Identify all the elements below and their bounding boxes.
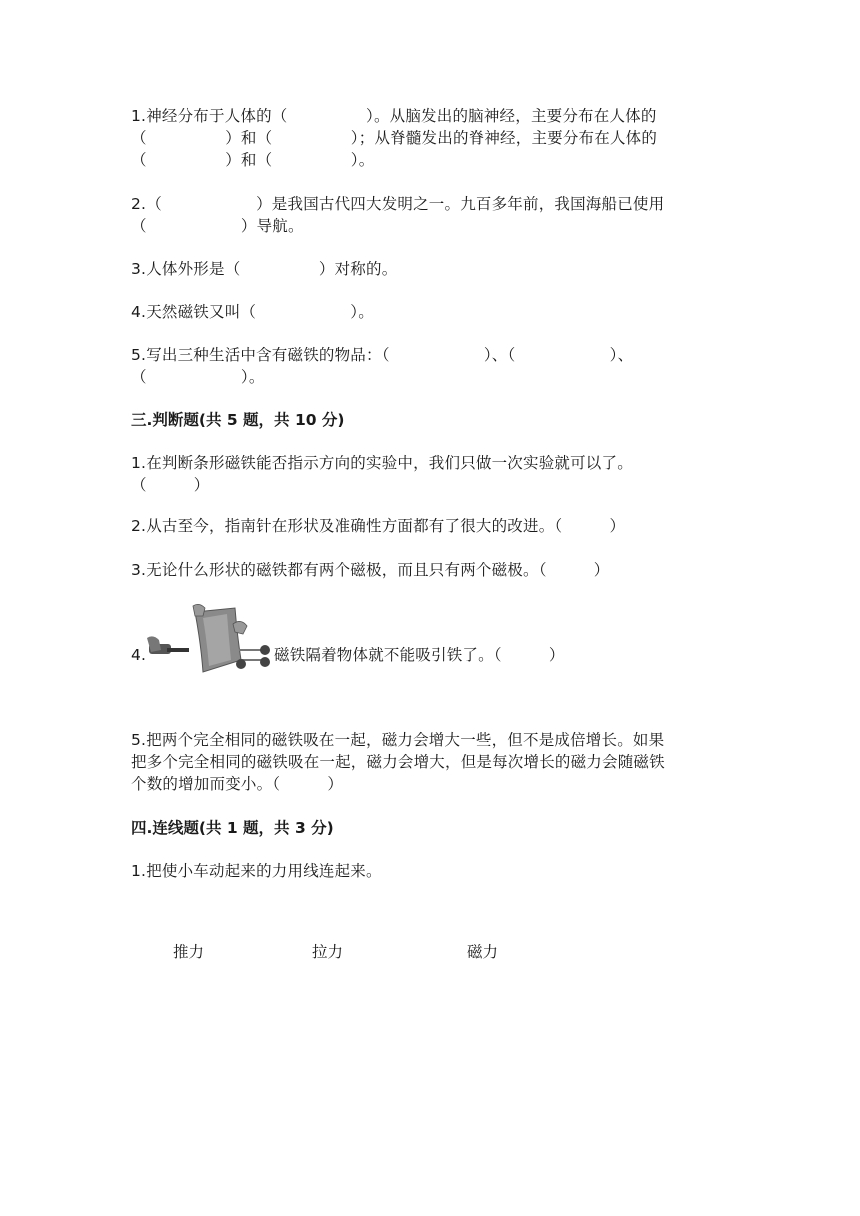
q1-line-2: （ ）和（ ）；从脊髓发出的脊神经，主要分布在人体的 (131, 129, 658, 147)
s3-q2-text: 2.从古至今，指南针在形状及准确性方面都有了很大的改进。（ ） (131, 517, 626, 535)
s3-q5-line-1: 5.把两个完全相同的磁铁吸在一起，磁力会增大一些，但不是成倍增长。如果 (131, 731, 665, 749)
q2-line-1: 2.（ ）是我国古代四大发明之一。九百多年前，我国海船已使用 (131, 195, 665, 213)
q5-line-1: 5.写出三种生活中含有磁铁的物品：（ ）、（ ）、 (131, 346, 634, 364)
s3-q1-line-1: 1.在判断条形磁铁能否指示方向的实验中，我们只做一次实验就可以了。 (131, 454, 633, 472)
s3-q4-text: 磁铁隔着物体就不能吸引铁了。（ ） (274, 646, 565, 664)
q1-line-1: 1.神经分布于人体的（ ）。从脑发出的脑神经，主要分布在人体的 (131, 107, 657, 125)
s3-q5-line-2: 把多个完全相同的磁铁吸在一起，磁力会增大，但是每次增长的磁力会随磁铁 (131, 753, 665, 771)
q3-text: 3.人体外形是（ ）对称的。 (131, 260, 398, 278)
section4-heading: 四.连线题(共 1 题，共 3 分) (131, 819, 334, 837)
s3-q5-line-3: 个数的增加而变小。（ ） (131, 775, 344, 793)
section3-heading: 三.判断题(共 5 题，共 10 分) (131, 411, 345, 429)
option-pull-force[interactable]: 拉力 (312, 943, 344, 961)
option-magnetic-force[interactable]: 磁力 (467, 943, 499, 961)
q1-line-3: （ ）和（ ）。 (131, 151, 375, 169)
s4-q1-text: 1.把使小车动起来的力用线连起来。 (131, 862, 382, 880)
option-push-force[interactable]: 推力 (173, 943, 205, 961)
q4-text: 4.天然磁铁又叫（ ）。 (131, 303, 374, 321)
s3-q1-line-2: （ ） (131, 476, 210, 494)
s3-q4-number: 4. (131, 646, 147, 664)
q2-line-2: （ ）导航。 (131, 217, 304, 235)
s3-q3-text: 3.无论什么形状的磁铁都有两个磁极，而且只有两个磁极。（ ） (131, 561, 610, 579)
q5-line-2: （ ）。 (131, 368, 265, 386)
magnet-through-cloth-picture-icon (143, 604, 273, 676)
